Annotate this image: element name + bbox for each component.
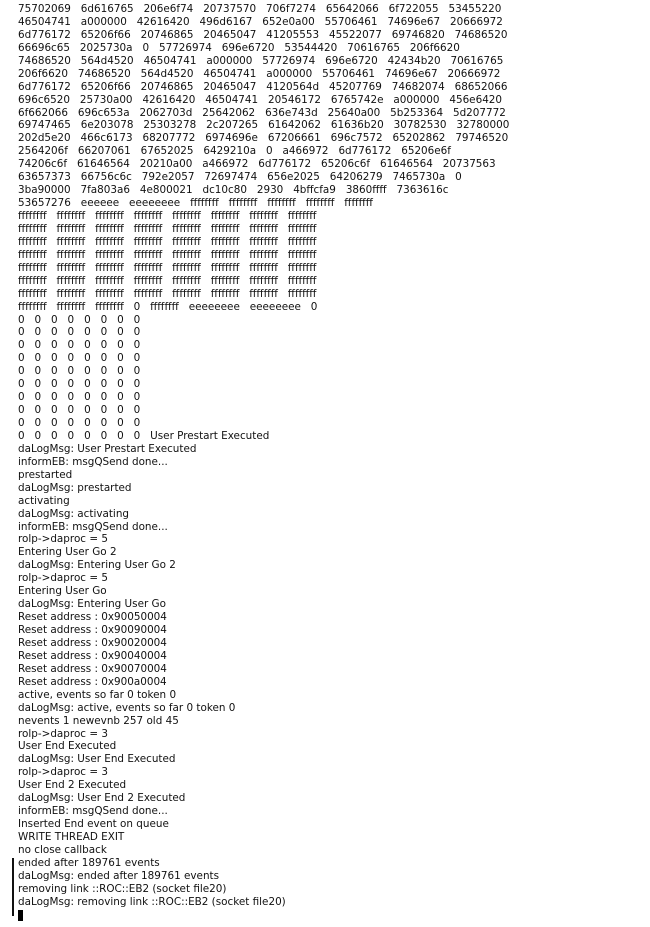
terminal-line: User End 2 Executed bbox=[18, 779, 127, 792]
terminal-line: informEB: msgQSend done... bbox=[18, 455, 168, 468]
terminal-line: 0 0 0 0 0 0 0 0 bbox=[18, 352, 141, 365]
terminal-line: 0 0 0 0 0 0 0 0 bbox=[18, 339, 141, 352]
terminal-output bbox=[18, 3, 650, 922]
terminal-line: 74206c6f 61646564 20210a00 a466972 6d776172 65206c6f 61646564 20737563 bbox=[18, 158, 496, 171]
terminal-line: 2564206f 66207061 67652025 6429210a 0 a466972 6d776172 65206e6f bbox=[18, 145, 451, 158]
terminal-line: daLogMsg: User End Executed bbox=[18, 753, 176, 766]
terminal-line: removing link ::ROC::EB2 (socket file20) bbox=[18, 882, 227, 895]
terminal-line: ffffffff ffffffff ffffffff 0 ffffffff eeeeeeee eeeeeeee 0 bbox=[18, 300, 318, 313]
terminal-line: ffffffff ffffffff ffffffff ffffffff ffffffff ffffffff ffffffff ffffffff bbox=[18, 222, 317, 235]
terminal-line: ffffffff ffffffff ffffffff ffffffff ffffffff ffffffff ffffffff ffffffff bbox=[18, 261, 317, 274]
terminal-line: activating bbox=[18, 494, 70, 507]
terminal-line: Inserted End event on queue bbox=[18, 818, 169, 831]
terminal-line: daLogMsg: Entering User Go 2 bbox=[18, 559, 176, 572]
terminal-line: ffffffff ffffffff ffffffff ffffffff ffffffff ffffffff ffffffff ffffffff bbox=[18, 274, 317, 287]
terminal-line: ffffffff ffffffff ffffffff ffffffff ffffffff ffffffff ffffffff ffffffff bbox=[18, 210, 317, 222]
terminal-line: Reset address : 0x90070004 bbox=[18, 662, 167, 675]
terminal-line: nevents 1 newevnb 257 old 45 bbox=[18, 714, 179, 727]
terminal-line: 0 0 0 0 0 0 0 0 bbox=[18, 326, 141, 339]
terminal-line: rolp->daproc = 5 bbox=[18, 572, 108, 585]
prompt-line[interactable] bbox=[18, 909, 650, 922]
terminal-line: daLogMsg: prestarted bbox=[18, 481, 132, 494]
terminal-line: daLogMsg: User End 2 Executed bbox=[18, 792, 186, 805]
terminal-line: 0 0 0 0 0 0 0 0 bbox=[18, 404, 141, 417]
terminal-line: ffffffff ffffffff ffffffff ffffffff ffffffff ffffffff ffffffff ffffffff bbox=[18, 287, 317, 300]
terminal-line: daLogMsg: User Prestart Executed bbox=[18, 442, 197, 455]
terminal-line: 0 0 0 0 0 0 0 0 bbox=[18, 417, 141, 429]
terminal-line: 75702069 6d616765 206e6f74 20737570 706f7274 65642066 6f722055 53455220 bbox=[18, 3, 502, 15]
terminal-line: 63657373 66756c6c 792e2057 72697474 656e2025 64206279 7465730a 0 bbox=[18, 171, 462, 184]
terminal-line: 0 0 0 0 0 0 0 0 bbox=[18, 313, 141, 326]
terminal-line: 6f662066 696c653a 2062703d 25642062 636e743d 25640a00 5b253364 5d207772 bbox=[18, 106, 506, 119]
terminal-line: 66696c65 2025730a 0 57726974 696e6720 53544420 70616765 206f6620 bbox=[18, 41, 460, 54]
terminal-line: daLogMsg: activating bbox=[18, 507, 129, 520]
terminal-line: rolp->daproc = 5 bbox=[18, 533, 108, 546]
terminal-line: 74686520 564d4520 46504741 a000000 57726974 696e6720 42434b20 70616765 bbox=[18, 54, 504, 67]
terminal-line: daLogMsg: ended after 189761 events bbox=[18, 869, 220, 882]
terminal-line: 46504741 a000000 42616420 496d6167 652e0a00 55706461 74696e67 20666972 bbox=[18, 15, 503, 28]
terminal-line: active, events so far 0 token 0 bbox=[18, 688, 177, 701]
scrollback-marker bbox=[12, 858, 14, 916]
terminal-line: rolp->daproc = 3 bbox=[18, 727, 108, 740]
text-cursor bbox=[18, 910, 23, 921]
terminal-line: Entering User Go bbox=[18, 585, 107, 598]
terminal-line: ended after 189761 events bbox=[18, 856, 160, 869]
terminal-line: 202d5e20 466c6173 68207772 6974696e 67206661 696c7572 65202862 79746520 bbox=[18, 132, 509, 145]
terminal-line: 53657276 eeeeee eeeeeeee ffffffff ffffffff ffffffff ffffffff ffffffff bbox=[18, 197, 373, 210]
terminal-line: informEB: msgQSend done... bbox=[18, 805, 168, 818]
terminal-line: ffffffff ffffffff ffffffff ffffffff ffffffff ffffffff ffffffff ffffffff bbox=[18, 235, 317, 248]
terminal-line: User End Executed bbox=[18, 740, 117, 753]
terminal-line: Reset address : 0x900a0004 bbox=[18, 675, 167, 688]
terminal-line: ffffffff ffffffff ffffffff ffffffff ffffffff ffffffff ffffffff ffffffff bbox=[18, 248, 317, 261]
terminal-line: daLogMsg: removing link ::ROC::EB2 (socket file20) bbox=[18, 895, 286, 908]
terminal-line: 0 0 0 0 0 0 0 0 User Prestart Executed bbox=[18, 429, 270, 442]
terminal-line: 6d776172 65206f66 20746865 20465047 41205553 45522077 69746820 74686520 bbox=[18, 28, 508, 41]
terminal-line: Reset address : 0x90050004 bbox=[18, 611, 167, 624]
terminal-line: 696c6520 25730a00 42616420 46504741 20546172 6765742e a000000 456e6420 bbox=[18, 93, 503, 106]
terminal-line: Reset address : 0x90090004 bbox=[18, 624, 167, 636]
terminal-line: 0 0 0 0 0 0 0 0 bbox=[18, 391, 141, 404]
terminal-line: Entering User Go 2 bbox=[18, 546, 117, 559]
terminal-line: 3ba90000 7fa803a6 4e800021 dc10c80 2930 4bffcfa9 3860ffff 7363616c bbox=[18, 184, 449, 197]
terminal-line: WRITE THREAD EXIT bbox=[18, 831, 125, 843]
terminal-line: prestarted bbox=[18, 468, 73, 481]
terminal-line: informEB: msgQSend done... bbox=[18, 520, 168, 533]
terminal-line: Reset address : 0x90040004 bbox=[18, 649, 167, 662]
terminal-line: rolp->daproc = 3 bbox=[18, 766, 108, 779]
terminal-line: Reset address : 0x90020004 bbox=[18, 636, 167, 649]
terminal-line: no close callback bbox=[18, 843, 107, 856]
terminal-line: 0 0 0 0 0 0 0 0 bbox=[18, 365, 141, 378]
terminal-line: 206f6620 74686520 564d4520 46504741 a000000 55706461 74696e67 20666972 bbox=[18, 67, 501, 80]
terminal-line: 0 0 0 0 0 0 0 0 bbox=[18, 378, 141, 391]
terminal-line: daLogMsg: Entering User Go bbox=[18, 598, 166, 611]
terminal-line: 6d776172 65206f66 20746865 20465047 4120564d 45207769 74682074 68652066 bbox=[18, 80, 508, 93]
terminal-line: 69747465 6e203078 25303278 2c207265 61642062 61636b20 30782530 32780000 bbox=[18, 119, 510, 132]
terminal-line: daLogMsg: active, events so far 0 token 0 bbox=[18, 701, 236, 714]
